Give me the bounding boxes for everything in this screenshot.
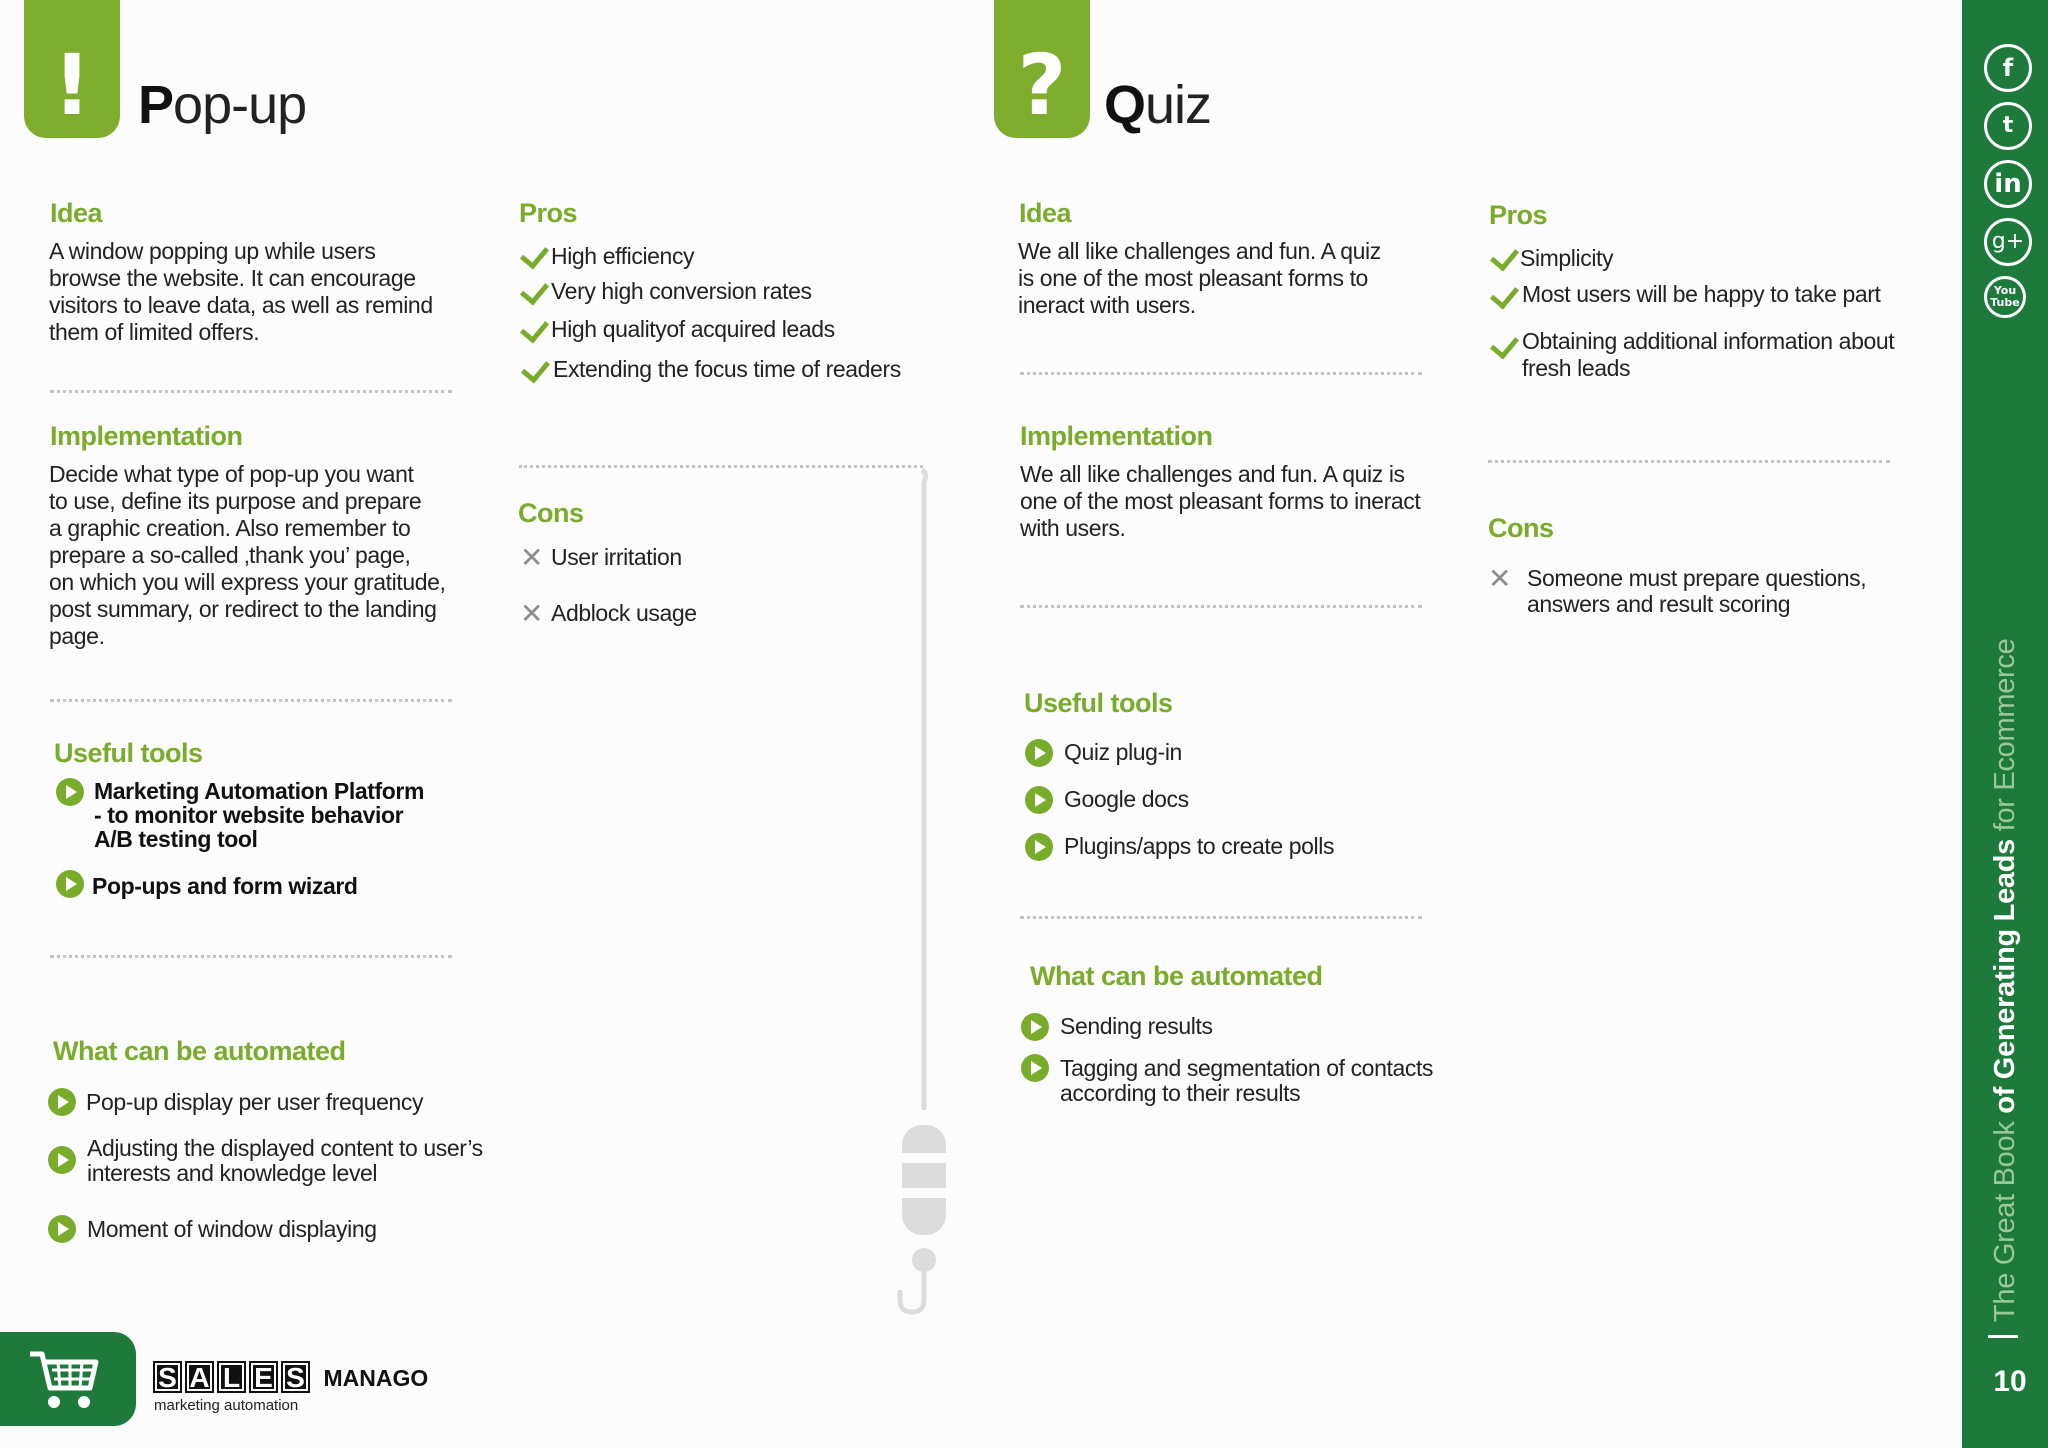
quiz-pros-heading: Pros (1489, 200, 1548, 230)
check-icon (1490, 279, 1519, 309)
play-bullet-icon (48, 1088, 76, 1116)
popup-pros-item: High efficiency (551, 243, 695, 269)
play-bullet-icon (1025, 833, 1053, 861)
check-icon (1490, 329, 1519, 359)
play-bullet-icon (1021, 1013, 1049, 1041)
check-icon (521, 353, 550, 383)
popup-tool-item: Marketing Automation Platform - to monitor website behavior A/B testing tool (94, 778, 425, 852)
divider (1020, 605, 1422, 608)
check-icon (1490, 241, 1519, 271)
divider (50, 390, 452, 393)
popup-automated-item: Pop-up display per user frequency (86, 1089, 424, 1115)
x-icon: ✕ (1488, 562, 1512, 595)
play-bullet-icon (1021, 1054, 1049, 1082)
question-icon: ? (994, 0, 1090, 138)
quiz-automated-item: Sending results (1060, 1013, 1213, 1039)
footer-cart-badge (0, 1332, 136, 1426)
play-bullet-icon (1025, 786, 1053, 814)
popup-automated-heading: What can be automated (53, 1036, 346, 1066)
popup-pros-heading: Pros (519, 198, 578, 228)
popup-tools-heading: Useful tools (54, 738, 203, 768)
quiz-title: Quiz (1104, 75, 1212, 135)
quiz-automated-item: Tagging and segmentation of contacts according to their results (1060, 1055, 1434, 1106)
hook-illustration (880, 460, 960, 1320)
facebook-icon[interactable]: f (1984, 44, 2032, 92)
play-bullet-icon (48, 1215, 76, 1243)
x-icon: ✕ (520, 597, 544, 630)
popup-cons-heading: Cons (518, 498, 584, 528)
play-bullet-icon (56, 870, 84, 898)
quiz-pros-item: Most users will be happy to take part (1522, 281, 1881, 307)
quiz-tools-heading: Useful tools (1024, 688, 1173, 718)
popup-cons-item: User irritation (551, 544, 682, 570)
play-bullet-icon (1025, 739, 1053, 767)
sidebar-rule (1988, 1335, 2018, 1338)
popup-cons-item: Adblock usage (551, 600, 697, 626)
popup-pros-item: High qualityof acquired leads (551, 316, 835, 342)
popup-automated-item: Moment of window displaying (87, 1216, 377, 1242)
twitter-icon[interactable]: t (1984, 102, 2032, 150)
quiz-cons-heading: Cons (1488, 513, 1554, 543)
quiz-pros-item: Simplicity (1520, 245, 1614, 271)
divider (1020, 916, 1422, 919)
check-icon (520, 313, 549, 343)
page-number: 10 (1993, 1365, 2027, 1398)
quiz-implementation-text: We all like challenges and fun. A quiz is one of the most pleasant forms to ineract with users. (1020, 461, 1421, 541)
check-icon (520, 275, 549, 305)
popup-automated-item: Adjusting the displayed content to user’s interests and knowledge level (87, 1135, 483, 1186)
popup-pros-item: Very high conversion rates (551, 278, 812, 304)
divider (50, 699, 452, 702)
divider (519, 465, 923, 468)
logo-tagline: marketing automation (154, 1397, 299, 1414)
divider (50, 955, 452, 958)
quiz-tool-item: Quiz plug-in (1064, 739, 1182, 765)
divider (1488, 460, 1890, 463)
google-plus-icon[interactable]: g+ (1984, 218, 2032, 266)
exclamation-icon: ! (24, 0, 120, 138)
book-title-vertical: The Great Book of Generating Leads for Ecommerce (1989, 638, 2021, 1322)
quiz-idea-heading: Idea (1019, 198, 1072, 228)
play-bullet-icon (56, 778, 84, 806)
popup-idea-heading: Idea (50, 198, 103, 228)
popup-implementation-heading: Implementation (50, 421, 243, 451)
popup-pros-item: Extending the focus time of readers (553, 356, 901, 382)
salesmanago-logo: S A L E S MANAGO (153, 1361, 428, 1395)
quiz-pros-item: Obtaining additional information about fresh leads (1522, 328, 1895, 381)
linkedin-icon[interactable]: in (1984, 160, 2032, 208)
quiz-implementation-heading: Implementation (1020, 421, 1213, 451)
quiz-tool-item: Plugins/apps to create polls (1064, 833, 1335, 859)
popup-title: Pop-up (138, 75, 307, 135)
play-bullet-icon (48, 1146, 76, 1174)
quiz-automated-heading: What can be automated (1030, 961, 1323, 991)
youtube-icon[interactable]: You Tube (1984, 276, 2026, 318)
popup-implementation-text: Decide what type of pop-up you want to use, define its purpose and prepare a graphic creation. Also remember to prepare a so-called ‚thank you’ page, on which you will express your gratitude, post summary, or redirect to the landing page. (49, 461, 446, 649)
shopping-cart-icon (28, 1348, 100, 1412)
x-icon: ✕ (520, 541, 544, 574)
divider (1020, 372, 1422, 375)
popup-idea-text: A window popping up while users browse the website. It can encourage visitors to leave data, as well as remind them of limited offers. (49, 238, 433, 345)
quiz-cons-item: Someone must prepare questions, answers and result scoring (1527, 565, 1867, 617)
check-icon (520, 239, 549, 269)
quiz-idea-text: We all like challenges and fun. A quiz is one of the most pleasant forms to ineract with users. (1018, 238, 1381, 318)
popup-tool-item: Pop-ups and form wizard (92, 873, 358, 899)
quiz-tool-item: Google docs (1064, 786, 1189, 812)
